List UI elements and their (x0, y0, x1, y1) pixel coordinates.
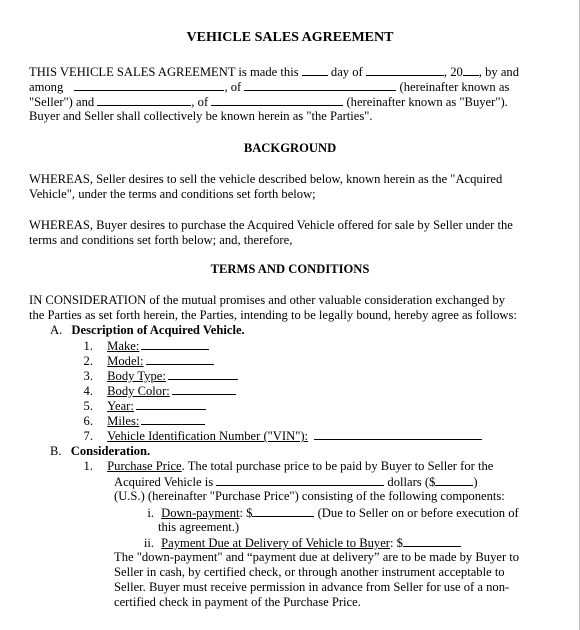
item-number: 2. (83, 354, 93, 368)
field-label: Vehicle Identification Number ("VIN"): (107, 429, 309, 443)
terms-p-line-2: the Parties as set forth herein, the Parties, intending to be legally bound, hereby agree as follows: (29, 308, 517, 322)
field-label: Make: (107, 339, 140, 353)
intro-text: (hereinafter known as (399, 80, 510, 94)
model-blank[interactable] (146, 353, 214, 365)
field-label: Body Color: (107, 384, 170, 398)
background-p1-line-1: WHEREAS, Seller desires to sell the vehicle described below, known herein as the "Acquired (29, 172, 503, 186)
item-number: 6. (83, 414, 93, 428)
intro-line-2 (29, 79, 509, 95)
field-label: Year: (107, 399, 134, 413)
down-payment-line-2: this agreement.) (158, 520, 240, 534)
background-heading: BACKGROUND (243, 141, 337, 155)
item-number: 1. (83, 459, 93, 473)
intro-text: , of (224, 80, 242, 94)
purchase-price-text: dollars ($ (387, 475, 436, 489)
price-words-blank[interactable] (216, 474, 384, 486)
down-payment-blank[interactable] (252, 505, 314, 517)
vehicle-field-body-type (71, 368, 238, 384)
purchase-price-text: . The total purchase price to be paid by Buyer to Seller for the (181, 459, 494, 473)
intro-text: "Seller") and (29, 95, 95, 109)
down-payment-text: (Due to Seller on or before execution of (317, 506, 519, 520)
make-blank[interactable] (141, 338, 209, 350)
purchase-price-line-1 (71, 459, 493, 474)
body-color-blank[interactable] (172, 383, 236, 395)
seller-name-blank[interactable] (74, 79, 224, 91)
buyer-name-blank[interactable] (97, 94, 191, 106)
buyer-address-blank[interactable] (211, 94, 343, 106)
payment-para-line-2: Seller in cash, by certified check, or through another instrument acceptable to (114, 565, 505, 579)
item-number: 7. (83, 429, 93, 443)
down-payment-label: Down-payment (161, 506, 240, 520)
delivery-payment-label: Payment Due at Delivery of Vehicle to Buyer (161, 536, 390, 550)
background-p2-line-1: WHEREAS, Buyer desires to purchase the Acquired Vehicle offered for sale by Seller under the (29, 218, 513, 232)
terms-p-line-1: IN CONSIDERATION of the mutual promises and other valuable consideration exchanged by (29, 293, 505, 307)
vin-blank[interactable] (314, 428, 482, 440)
field-label: Miles: (107, 414, 140, 428)
sub-item-number: ii. (143, 536, 154, 550)
field-label: Model: (107, 354, 144, 368)
delivery-payment-blank[interactable] (403, 535, 461, 547)
intro-text: , by and (478, 65, 520, 79)
sub-item-number: i. (147, 506, 154, 520)
section-b-title: Consideration. (70, 444, 151, 458)
section-letter: A. (50, 323, 63, 337)
intro-text: , 20 (443, 65, 463, 79)
document-title: VEHICLE SALES AGREEMENT (186, 30, 394, 45)
purchase-price-line-2 (114, 474, 478, 490)
intro-text: , of (191, 95, 209, 109)
day-blank[interactable] (302, 64, 328, 76)
intro-text: among (29, 80, 64, 94)
section-letter: B. (50, 444, 62, 458)
down-payment-line-1 (136, 505, 519, 521)
delivery-payment-line (136, 535, 461, 551)
miles-blank[interactable] (141, 413, 205, 425)
seller-address-blank[interactable] (244, 79, 396, 91)
item-number: 5. (83, 399, 93, 413)
payment-para-line-4: certified check in payment of the Purchase Price. (114, 595, 361, 609)
item-number: 4. (83, 384, 93, 398)
payment-para-line-1: The "down-payment" and “payment due at delivery” are to be made by Buyer to (114, 550, 520, 564)
section-a-heading (50, 323, 245, 338)
purchase-price-text: Acquired Vehicle is (114, 475, 214, 489)
intro-text: (hereinafter known as "Buyer"). (346, 95, 508, 109)
month-blank[interactable] (366, 64, 444, 76)
price-amount-blank[interactable] (435, 474, 473, 486)
purchase-price-line-3: (U.S.) (hereinafter "Purchase Price") consisting of the following components: (114, 489, 505, 503)
intro-line-4: Buyer and Seller shall collectively be known herein as "the Parties". (29, 109, 373, 123)
field-label: Body Type: (107, 369, 166, 383)
purchase-price-label: Purchase Price (107, 459, 182, 473)
purchase-price-text: ) (473, 475, 478, 489)
section-b-heading (50, 444, 150, 459)
vehicle-field-year (71, 398, 206, 414)
payment-para-line-3: Seller. Buyer must receive permission in advance from Seller for use of a non- (114, 580, 510, 594)
item-number: 3. (83, 369, 93, 383)
intro-text: day of (330, 65, 363, 79)
year-blank[interactable] (136, 398, 206, 410)
down-payment-text: : $ (239, 506, 253, 520)
year-blank[interactable] (463, 64, 479, 76)
background-p2-line-2: terms and conditions set forth below; and, therefore, (29, 233, 293, 247)
item-number: 1. (83, 339, 93, 353)
vehicle-field-model (71, 353, 214, 369)
terms-heading: TERMS AND CONDITIONS (210, 262, 370, 276)
vehicle-field-vin (71, 428, 482, 444)
section-a-title: Description of Acquired Vehicle. (71, 323, 245, 337)
intro-line-1 (29, 64, 519, 80)
vehicle-field-miles (71, 413, 205, 429)
delivery-payment-text: : $ (390, 536, 403, 550)
vehicle-field-body-color (71, 383, 236, 399)
body-type-blank[interactable] (168, 368, 238, 380)
background-p1-line-2: Vehicle", under the terms and conditions set forth below; (29, 187, 316, 201)
vehicle-field-make (71, 338, 209, 354)
intro-line-3 (29, 94, 508, 110)
intro-text: THIS VEHICLE SALES AGREEMENT is made this (29, 65, 299, 79)
